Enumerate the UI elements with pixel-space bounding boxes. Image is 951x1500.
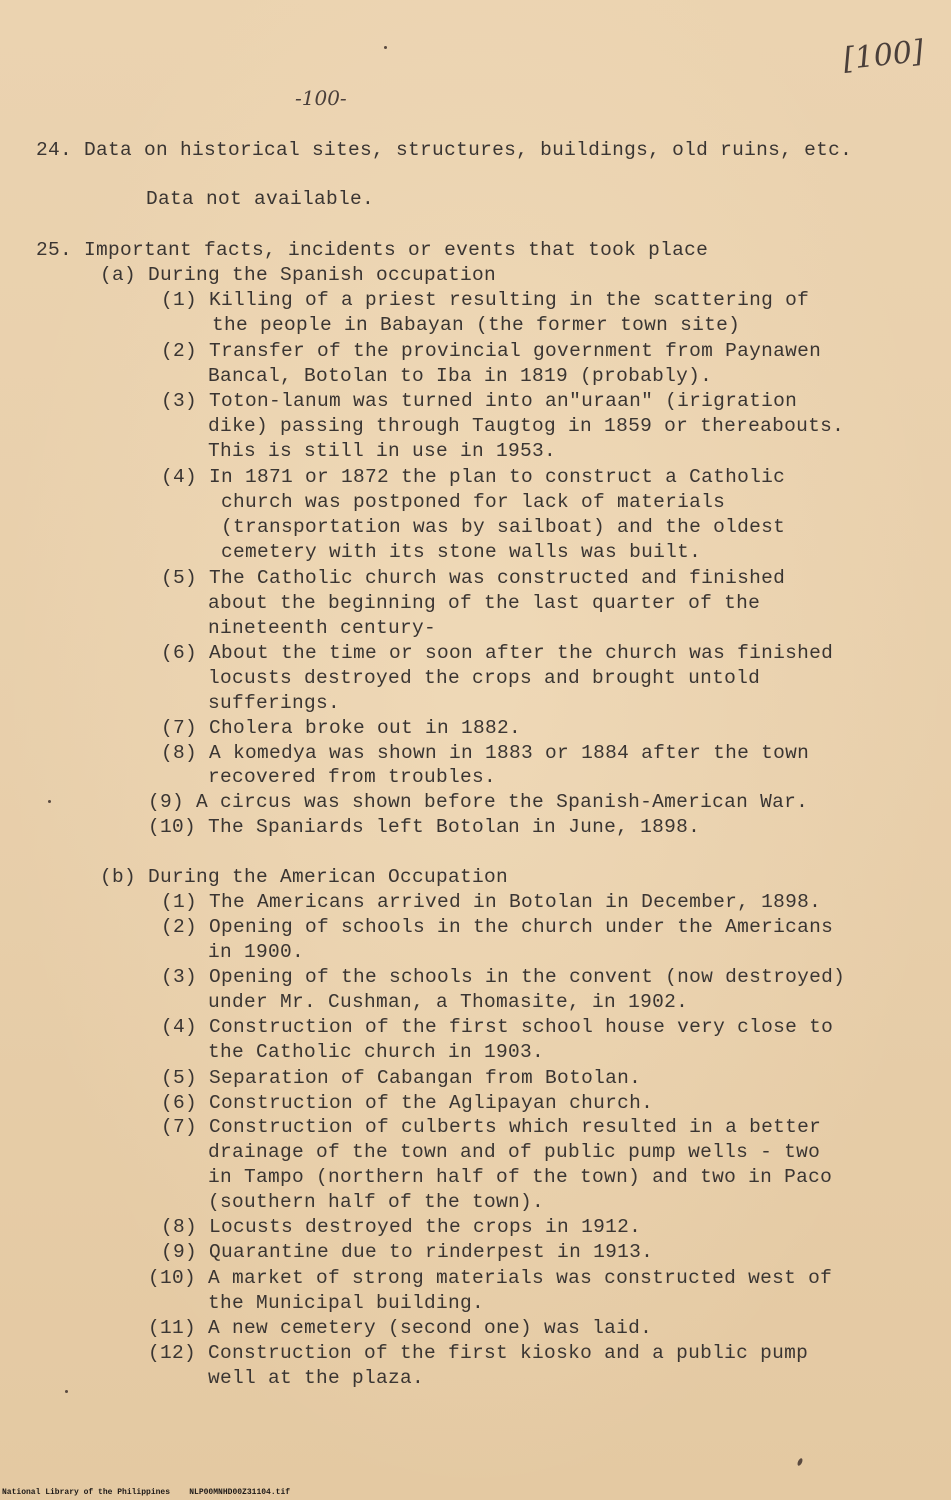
list-item: (8) A komedya was shown in 1883 or 1884 after the town xyxy=(161,742,810,764)
archive-footer: National Library of the Philippines NLP00MNHD00Z31104.tif xyxy=(2,1488,291,1497)
list-item: (9) A circus was shown before the Spanish-American War. xyxy=(148,791,809,813)
list-item: (12) Construction of the first kiosko and a public pump xyxy=(148,1342,809,1364)
list-item: (6) Construction of the Aglipayan church. xyxy=(161,1092,654,1114)
list-item: (5) The Catholic church was constructed and finished xyxy=(161,567,786,589)
item-25-heading: 25. Important facts, incidents or events that took place xyxy=(36,239,709,261)
list-item-cont: nineteenth century- xyxy=(208,617,437,639)
list-item-cont: cemetery with its stone walls was built. xyxy=(221,541,702,563)
list-item-cont: dike) passing through Taugtog in 1859 or thereabouts. xyxy=(208,415,845,437)
list-item-cont: (transportation was by sailboat) and the oldest xyxy=(221,516,786,538)
list-item: (1) Killing of a priest resulting in the scattering of xyxy=(161,289,810,311)
list-item-cont: in Tampo (northern half of the town) and two in Paco xyxy=(208,1166,833,1188)
handwritten-page-number: [100] xyxy=(841,33,926,78)
list-item: (10) The Spaniards left Botolan in June, 1898. xyxy=(148,816,701,838)
list-item-cont: locusts destroyed the crops and brought untold xyxy=(208,667,761,689)
list-item-cont: well at the plaza. xyxy=(208,1367,425,1389)
list-item: (2) Transfer of the provincial government from Paynawen xyxy=(161,340,822,362)
list-item: (11) A new cemetery (second one) was laid. xyxy=(148,1317,653,1339)
item-24-heading: 24. Data on historical sites, structures, buildings, old ruins, etc. xyxy=(36,139,853,161)
list-item: (7) Cholera broke out in 1882. xyxy=(161,717,522,739)
list-item: (2) Opening of schools in the church under the Americans xyxy=(161,916,834,938)
list-item: (3) Opening of the schools in the convent (now destroyed) xyxy=(161,966,846,988)
list-item-cont: under Mr. Cushman, a Thomasite, in 1902. xyxy=(208,991,689,1013)
list-item-cont: (southern half of the town). xyxy=(208,1191,545,1213)
list-item-cont: in 1900. xyxy=(208,941,305,963)
list-item: (1) The Americans arrived in Botolan in December, 1898. xyxy=(161,891,822,913)
item-24-answer: Data not available. xyxy=(146,188,375,210)
ink-speck xyxy=(384,46,387,49)
list-item: (5) Separation of Cabangan from Botolan. xyxy=(161,1067,642,1089)
ink-speck xyxy=(796,1458,803,1467)
list-item: (8) Locusts destroyed the crops in 1912. xyxy=(161,1216,642,1238)
list-item-cont: recovered from troubles. xyxy=(208,766,497,788)
list-item-cont: the Municipal building. xyxy=(208,1292,485,1314)
list-item: (9) Quarantine due to rinderpest in 1913. xyxy=(161,1241,654,1263)
list-item-cont: the people in Babayan (the former town site) xyxy=(212,314,741,336)
list-item-cont: about the beginning of the last quarter of the xyxy=(208,592,761,614)
list-item-cont: sufferings. xyxy=(208,692,341,714)
list-item: (7) Construction of culberts which resulted in a better xyxy=(161,1116,822,1138)
section-a-heading: (a) During the Spanish occupation xyxy=(100,264,497,286)
page-number: -100- xyxy=(295,86,347,110)
list-item-cont: This is still in use in 1953. xyxy=(208,440,557,462)
list-item-cont: Bancal, Botolan to Iba in 1819 (probably). xyxy=(208,365,713,387)
list-item-cont: church was postponed for lack of materials xyxy=(221,491,726,513)
list-item: (4) In 1871 or 1872 the plan to construct a Catholic xyxy=(161,466,786,488)
ink-speck xyxy=(65,1390,68,1393)
list-item: (4) Construction of the first school house very close to xyxy=(161,1016,834,1038)
list-item-cont: drainage of the town and of public pump wells - two xyxy=(208,1141,821,1163)
list-item: (3) Toton-lanum was turned into an"uraan" (irigration xyxy=(161,390,798,412)
list-item: (10) A market of strong materials was constructed west of xyxy=(148,1267,833,1289)
list-item: (6) About the time or soon after the church was finished xyxy=(161,642,834,664)
ink-speck xyxy=(48,800,51,803)
section-b-heading: (b) During the American Occupation xyxy=(100,866,509,888)
list-item-cont: the Catholic church in 1903. xyxy=(208,1041,545,1063)
